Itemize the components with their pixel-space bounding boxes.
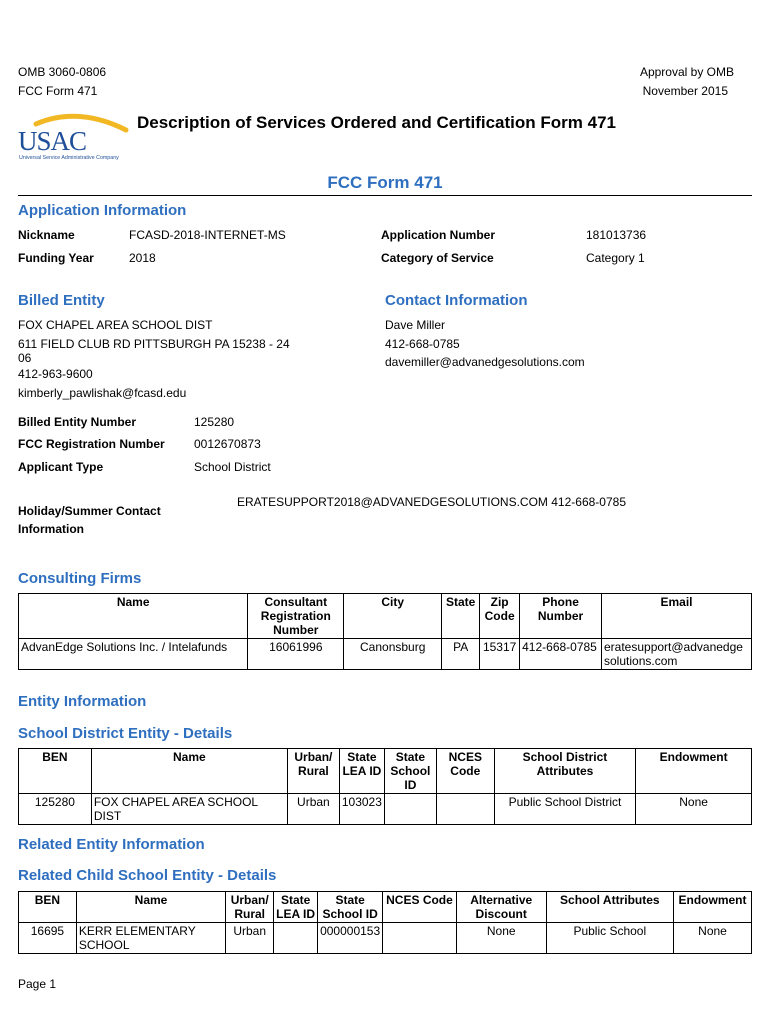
omb-number: OMB 3060-0806 — [18, 65, 107, 79]
cell-state-lea-id: 103023 — [339, 794, 384, 825]
holiday-contact-label-line2: Information — [18, 522, 84, 536]
col-header-name: Name — [76, 892, 225, 923]
section-entity-information: Entity Information — [18, 693, 147, 710]
col-header-nces-code: NCES Code — [436, 749, 494, 794]
section-related-entity-information: Related Entity Information — [18, 836, 205, 853]
col-header-endowment: Endowment — [674, 892, 752, 923]
col-header-state-lea-id: State LEA ID — [339, 749, 384, 794]
consulting-firms-table — [18, 593, 752, 670]
approval-text: Approval by OMB — [639, 65, 734, 79]
usac-logo-text: USAC — [18, 126, 87, 156]
cell-urban-rural: Urban — [226, 923, 274, 954]
cell-name: AdvanEdge Solutions Inc. / Intelafunds — [19, 639, 248, 670]
nickname-label: Nickname — [18, 228, 75, 242]
cell-zip: 15317 — [480, 639, 520, 670]
col-header-nces-code: NCES Code — [383, 892, 457, 923]
application-number-value: 181013736 — [586, 228, 647, 242]
applicant-type-label: Applicant Type — [18, 460, 104, 474]
col-header-urban-rural: Urban/ Rural — [226, 892, 274, 923]
col-header-zip: Zip Code — [480, 594, 520, 639]
col-header-email: Email — [602, 594, 752, 639]
col-header-city: City — [344, 594, 442, 639]
cell-phone: 412-668-0785 — [520, 639, 602, 670]
col-header-school-attributes: School Attributes — [546, 892, 673, 923]
page-number: Page 1 — [18, 977, 57, 991]
category-value: Category 1 — [586, 251, 645, 265]
col-header-ben: BEN — [19, 749, 92, 794]
cell-urban-rural: Urban — [287, 794, 339, 825]
cell-name: KERR ELEMENTARY SCHOOL — [76, 923, 225, 954]
col-header-endowment: Endowment — [636, 749, 752, 794]
ben-label: Billed Entity Number — [18, 415, 137, 429]
funding-year-label: Funding Year — [18, 251, 94, 265]
cell-endowment: None — [674, 923, 752, 954]
col-header-consultant-reg: Consultant Registration Number — [248, 594, 344, 639]
usac-logo-subtext: Universal Service Administrative Company — [19, 155, 119, 161]
cell-state-school-id: 000000153 — [318, 923, 383, 954]
approval-date: November 2015 — [642, 84, 728, 98]
fcc-registration-label: FCC Registration Number — [18, 437, 165, 451]
section-application-information: Application Information — [18, 202, 187, 219]
nickname-value: FCASD-2018-INTERNET-MS — [129, 228, 286, 242]
cell-district-attributes: Public School District — [494, 794, 635, 825]
holiday-contact-value: ERATESUPPORT2018@ADVANEDGESOLUTIONS.COM 412-668-0785 — [237, 495, 626, 509]
billed-entity-address-line1: 611 FIELD CLUB RD PITTSBURGH PA 15238 - 24 — [18, 337, 290, 351]
table-header-row — [19, 749, 752, 794]
related-school-table — [18, 891, 752, 954]
school-district-table — [18, 748, 752, 825]
table-row — [19, 794, 752, 825]
contact-name: Dave Miller — [385, 318, 446, 332]
col-header-name: Name — [91, 749, 287, 794]
cell-name: FOX CHAPEL AREA SCHOOL DIST — [91, 794, 287, 825]
ben-value: 125280 — [194, 415, 235, 429]
contact-email: davemiller@advanedgesolutions.com — [385, 355, 585, 369]
form-label: FCC Form 471 — [18, 84, 98, 98]
fcc-registration-value: 0012670873 — [194, 437, 261, 451]
funding-year-value: 2018 — [129, 251, 156, 265]
cell-state-lea-id — [274, 923, 318, 954]
billed-entity-email: kimberly_pawlishak@fcasd.edu — [18, 386, 187, 400]
cell-alternative-discount: None — [456, 923, 546, 954]
cell-endowment: None — [636, 794, 752, 825]
billed-entity-name: FOX CHAPEL AREA SCHOOL DIST — [18, 318, 213, 332]
col-header-state-school-id: State School ID — [384, 749, 436, 794]
col-header-name: Name — [19, 594, 248, 639]
cell-state: PA — [442, 639, 480, 670]
application-number-label: Application Number — [381, 228, 496, 242]
cell-nces-code — [436, 794, 494, 825]
section-billed-entity: Billed Entity — [18, 292, 105, 309]
table-row — [19, 639, 752, 670]
col-header-state-school-id: State School ID — [318, 892, 383, 923]
section-related-child-school-details: Related Child School Entity - Details — [18, 867, 277, 884]
col-header-urban-rural: Urban/ Rural — [287, 749, 339, 794]
cell-ben: 16695 — [19, 923, 77, 954]
table-header-row — [19, 594, 752, 639]
cell-consultant-reg: 16061996 — [248, 639, 344, 670]
col-header-phone: Phone Number — [520, 594, 602, 639]
title-divider — [18, 195, 752, 196]
table-header-row — [19, 892, 752, 923]
holiday-contact-label-line1: Holiday/Summer Contact — [18, 504, 161, 518]
contact-phone: 412-668-0785 — [385, 337, 460, 351]
col-header-state-lea-id: State LEA ID — [274, 892, 318, 923]
section-consulting-firms: Consulting Firms — [18, 570, 142, 587]
cell-city: Canonsburg — [344, 639, 442, 670]
cell-nces-code — [383, 923, 457, 954]
document-title: Description of Services Ordered and Certification Form 471 — [137, 113, 616, 132]
col-header-alternative-discount: Alternative Discount — [456, 892, 546, 923]
col-header-state: State — [442, 594, 480, 639]
col-header-ben: BEN — [19, 892, 77, 923]
cell-ben: 125280 — [19, 794, 92, 825]
category-label: Category of Service — [381, 251, 494, 265]
form-title: FCC Form 471 — [327, 173, 443, 192]
cell-state-school-id — [384, 794, 436, 825]
cell-email: eratesupport@advanedge solutions.com — [602, 639, 752, 670]
applicant-type-value: School District — [194, 460, 271, 474]
billed-entity-phone: 412-963-9600 — [18, 367, 93, 381]
col-header-district-attributes: School District Attributes — [494, 749, 635, 794]
usac-logo — [18, 112, 133, 162]
section-contact-information: Contact Information — [385, 292, 528, 309]
billed-entity-address-line2: 06 — [18, 351, 32, 365]
cell-school-attributes: Public School — [546, 923, 673, 954]
table-row — [19, 923, 752, 954]
section-school-district-details: School District Entity - Details — [18, 725, 233, 742]
